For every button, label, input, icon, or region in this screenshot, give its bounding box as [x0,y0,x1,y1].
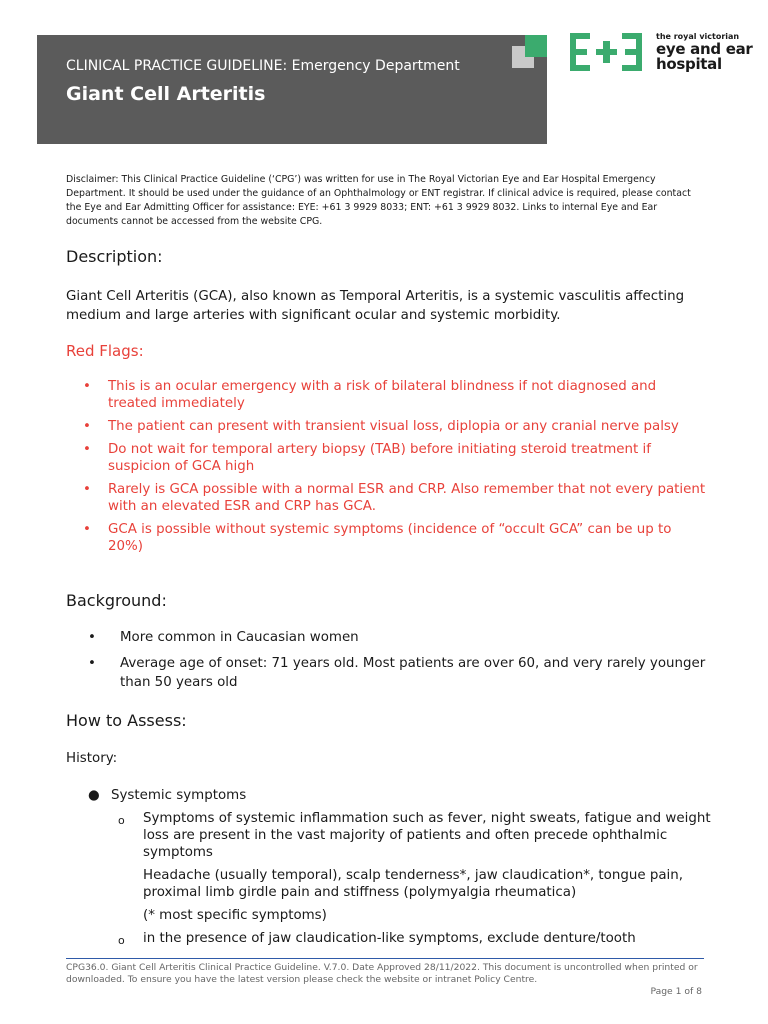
logo-line-1: the royal victorian [656,32,740,41]
logo-line-2: eye and ear [656,40,753,58]
list-item: Headache (usually temporal), scalp tenderness*, jaw claudication*, tongue pain, proximal limb girdle pain and stiffness (polymyalgia rheumatica) [143,868,683,900]
red-flags-heading: Red Flags: [66,342,144,360]
bullet-icon: • [83,379,91,394]
header-band [37,35,547,144]
bullet-icon: • [83,482,91,497]
assess-heading: How to Assess: [66,711,187,730]
list-item: • This is an ocular emergency with a risk of bilateral blindness if not diagnosed and treated immediately [83,379,657,411]
decorative-square-green [525,35,547,57]
bullet-icon: • [83,442,91,457]
logo-line-3: hospital [656,55,722,73]
page-number: Page 1 of 8 [650,986,702,997]
disclaimer: Disclaimer: This Clinical Practice Guideline (‘CPG’) was written for use in The Royal Victorian Eye and Ear Hospital Emergency Department. It should be used under the guidance of an Ophthalmology or ENT registrar. If clinical advice is required, please contact the Eye and Ear Admitting Officer for assistance: EYE: +61 3 9929 8033; ENT: +61 3 9929 8032. Links to internal Eye and Ear documents cannot be accessed from the website CPG. [66,174,691,227]
eye-ear-logo-icon [570,33,644,73]
bullet-icon: • [88,656,96,671]
list-item: • Rarely is GCA possible with a normal ESR and CRP. Also remember that not every patient with an elevated ESR and CRP has GCA. [83,482,706,514]
list-item: (* most specific symptoms) [143,908,327,923]
circle-bullet-icon: o [118,814,125,827]
bullet-icon: • [88,630,96,645]
hospital-logo [570,32,753,75]
systemic-sub-list [66,810,716,953]
list-item: • Average age of onset: 71 years old. Most patients are over 60, and very rarely younger than 50 years old [88,656,706,690]
list-item: • More common in Caucasian women [88,630,359,645]
logo-wordmark [656,33,753,72]
bullet-icon: ● [88,788,100,803]
bullet-icon: • [83,419,91,434]
list-item: • The patient can present with transient visual loss, diplopia or any cranial nerve palsy [83,419,679,434]
systemic-symptoms-label: Systemic symptoms [111,788,247,803]
document-category: CLINICAL PRACTICE GUIDELINE: Emergency Department [66,58,460,74]
bullet-icon: • [83,522,91,537]
list-item: • Do not wait for temporal artery biopsy (TAB) before initiating steroid treatment if suspicion of GCA high [83,442,651,474]
background-heading: Background: [66,591,167,610]
description-heading: Description: [66,247,163,266]
description-text: Giant Cell Arteritis (GCA), also known as Temporal Arteritis, is a systemic vasculitis affecting medium and large arteries with significant ocular and systemic morbidity. [66,289,685,323]
list-item: o in the presence of jaw claudication-like symptoms, exclude denture/tooth [118,931,636,947]
circle-bullet-icon: o [118,934,125,947]
page-title: Giant Cell Arteritis [66,83,266,105]
list-item: • GCA is possible without systemic symptoms (incidence of “occult GCA” can be up to 20%) [83,522,672,554]
red-flags-list [66,378,706,561]
background-list [66,628,706,699]
footer-divider [66,958,704,959]
list-item: o Symptoms of systemic inflammation such as fever, night sweats, fatigue and weight loss are present in the vast majority of patients and often precede ophthalmic symptoms [118,811,711,860]
history-label: History: [66,751,118,766]
footer-text: CPG36.0. Giant Cell Arteritis Clinical Practice Guideline. V.7.0. Date Approved 28/11/2022. This document is uncontrolled when printed or downloaded. To ensure you have the latest version please check the website or intranet Policy Centre. [66,962,698,985]
